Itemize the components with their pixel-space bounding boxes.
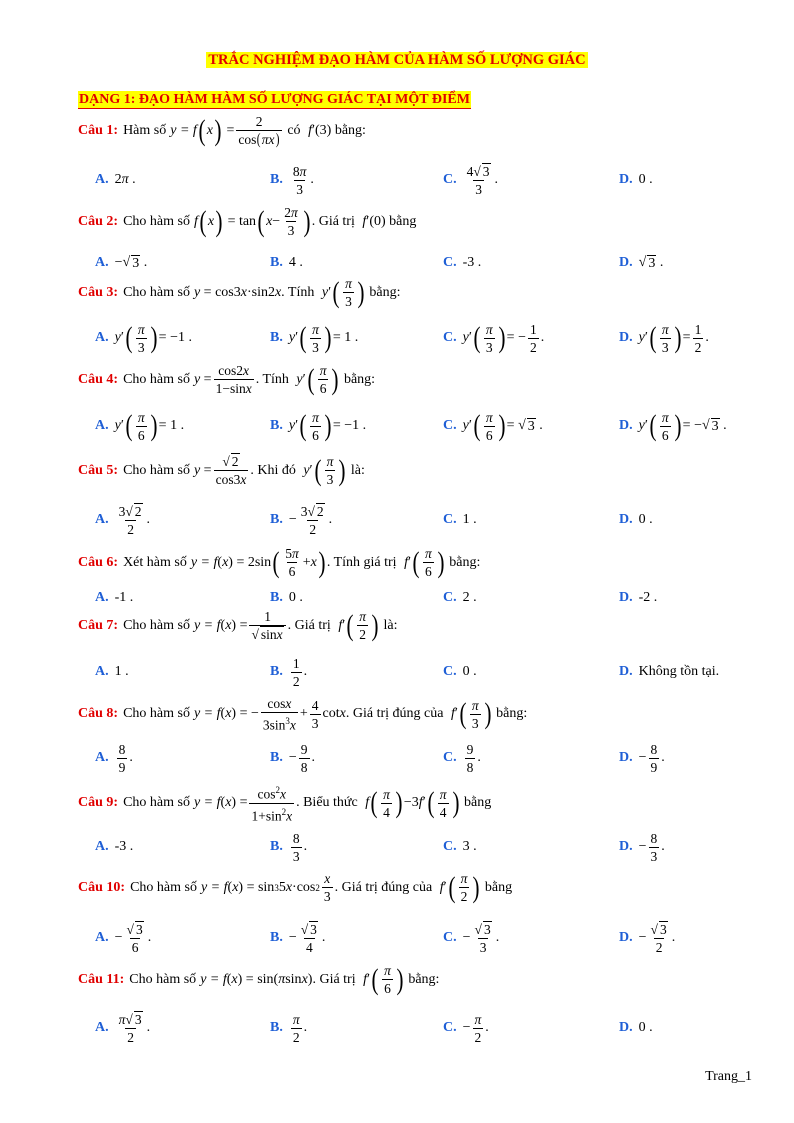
question-4: Câu 4: Cho hàm số y = $\frac{\cos 2x}{1-\sin x}$ . Tính y ′ ( $\frac{\pi}{6}$ ) bằng: (78, 362, 376, 396)
options-7 (95, 652, 735, 692)
option-b[interactable]: B. y ′ ( $\frac{\pi}{6}$ ) = −1 . (270, 409, 367, 443)
question-8: Câu 8: Cho hàm số y = f ( x ) = − $\frac{\cos x}{3\sin^3x}$ + $\frac{4}{3}$ cot x . Giá trị đúng của f ′ ( $\frac{\pi}{3}$ ) bằng: (78, 696, 528, 733)
option-d[interactable]: D. − $\frac{8}{3}$ . (619, 830, 665, 864)
option-a[interactable]: A. $\frac{3√ 2}{2}$ . (95, 503, 151, 537)
option-c[interactable]: C. − $\frac{√ 3}{3}$ . (443, 921, 500, 955)
option-b[interactable]: B. $\frac{8}{3}$ . (270, 830, 308, 864)
question-6: Câu 6: Xét hàm số y = f ( x ) = 2sin ( $\frac{5\pi}{6}$ + x ) . Tính giá trị f ′ ( $\frac{\pi}{6}$ ) bằng: (78, 545, 481, 579)
option-b[interactable]: B. − $\frac{9}{8}$ . (270, 741, 315, 775)
option-b[interactable]: B. 4 . (270, 255, 303, 270)
option-a[interactable]: A. 2 π . (95, 172, 136, 187)
option-a[interactable]: A. − $\frac{√ 3}{6}$ . (95, 921, 152, 955)
option-c[interactable]: C. 1 . (443, 512, 477, 527)
question-9: Câu 9: Cho hàm số y = f ( x ) = $\frac{\cos^2x}{1+\sin^2x}$ . Biểu thức f ( $\frac{\pi}{4}$ ) −3 f ′ ( $\frac{\pi}{4}$ ) bằng (78, 785, 492, 823)
option-a[interactable]: A. -1 . (95, 590, 134, 605)
options-8 (95, 738, 735, 778)
question-3: Câu 3: Cho hàm số y = cos3 x ·sin2 x . Tính y ′ ( $\frac{\pi}{3}$ ) bằng: (78, 275, 401, 309)
options-10 (95, 918, 735, 958)
option-b[interactable]: B. − $\frac{√ 3}{4}$ . (270, 921, 326, 955)
option-d[interactable]: D. − $\frac{8}{9}$ . (619, 741, 665, 775)
option-c[interactable]: C. -3 . (443, 255, 482, 270)
question-7: Câu 7: Cho hàm số y = f ( x ) = $\frac{1}{√ \sin x}$ . Giá trị f ′ ( $\frac{\pi}{2}$ ) là: (78, 608, 398, 642)
option-d[interactable]: D. √ 3 . (619, 255, 664, 271)
option-a[interactable]: A. -3 . (95, 839, 134, 854)
question-2: Câu 2: Cho hàm số f ( x ) = tan ( x − $\frac{2\pi}{3}$ ) . Giá trị f ′(0) bằng (78, 204, 417, 238)
option-d[interactable]: D. y ′ ( $\frac{\pi}{3}$ ) = $\frac{1}{2}$ . (619, 321, 709, 355)
option-a[interactable]: A. $\frac{8}{9}$ . (95, 741, 133, 775)
option-a[interactable]: A. 1 . (95, 664, 129, 679)
option-d[interactable]: D. 0 . (619, 172, 653, 187)
section-heading: DẠNG 1: ĐẠO HÀM HÀM SỐ LƯỢNG GIÁC TẠI MỘT ĐIỂM (79, 92, 470, 107)
option-c[interactable]: C. $\frac{9}{8}$ . (443, 741, 481, 775)
options-1 (95, 160, 735, 200)
option-c[interactable]: C. 3 . (443, 839, 477, 854)
question-5: Câu 5: Cho hàm số y = $\frac{√ 2}{\cos 3x}$ . Khi đó y ′ ( $\frac{\pi}{3}$ ) là: (78, 453, 365, 487)
option-c[interactable]: C. 2 . (443, 590, 477, 605)
options-11 (95, 1008, 735, 1048)
option-b[interactable]: B. − $\frac{3√ 2}{2}$ . (270, 503, 333, 537)
option-a[interactable]: A. −√ 3 . (95, 255, 148, 271)
page-title: TRẮC NGHIỆM ĐẠO HÀM CỦA HÀM SỐ LƯỢNG GIÁC (208, 52, 586, 68)
option-c[interactable]: C. y ′ ( $\frac{\pi}{3}$ ) = − $\frac{1}{2}$ . (443, 321, 545, 355)
question-11: Câu 11: Cho hàm số y = f ( x ) = sin( π sin x ) . Giá trị f ′ ( $\frac{\pi}{6}$ ) bằng: (78, 962, 440, 996)
option-b[interactable]: B. $\frac{8\pi}{3}$ . (270, 163, 314, 197)
option-a[interactable]: A. y ′ ( $\frac{\pi}{6}$ ) = 1 . (95, 409, 185, 443)
option-d[interactable]: D. -2 . (619, 590, 658, 605)
question-1: Câu 1: Hàm số y = f ( x ) = $\frac{2}{\cos(\pi x)}$ có f ′(3) bằng: (78, 113, 366, 148)
option-d[interactable]: D. Không tồn tại. (619, 664, 720, 679)
option-b[interactable]: B. $\frac{1}{2}$ . (270, 655, 308, 689)
option-d[interactable]: D. 0 . (619, 1020, 653, 1035)
options-4 (95, 406, 735, 446)
option-a[interactable]: A. $\frac{\pi√ 3}{2}$ . (95, 1011, 151, 1045)
option-b[interactable]: B. $\frac{\pi}{2}$ . (270, 1011, 308, 1045)
question-10: Câu 10: Cho hàm số y = f ( x ) = sin 3 5 x ·cos 2 $\frac{x}{3}$ . Giá trị đúng của f ′ ( $\frac{\pi}{2}$ ) bằng (78, 870, 513, 904)
options-5 (95, 500, 735, 540)
options-3 (95, 318, 735, 358)
option-c[interactable]: C. 0 . (443, 664, 477, 679)
option-a[interactable]: A. y ′ ( $\frac{\pi}{3}$ ) = −1 . (95, 321, 192, 355)
option-c[interactable]: C. $\frac{4√ 3}{3}$ . (443, 163, 499, 197)
option-c[interactable]: C. − $\frac{\pi}{2}$ . (443, 1011, 489, 1045)
option-b[interactable]: B. 0 . (270, 590, 303, 605)
option-d[interactable]: D. y ′ ( $\frac{\pi}{6}$ ) = −√ 3 . (619, 409, 727, 443)
option-d[interactable]: D. − $\frac{√ 3}{2}$ . (619, 921, 676, 955)
option-d[interactable]: D. 0 . (619, 512, 653, 527)
option-b[interactable]: B. y ′ ( $\frac{\pi}{3}$ ) = 1 . (270, 321, 359, 355)
option-c[interactable]: C. y ′ ( $\frac{\pi}{6}$ ) = √ 3 . (443, 409, 543, 443)
options-9 (95, 827, 735, 867)
page-number: Trang_1 (705, 1069, 752, 1084)
